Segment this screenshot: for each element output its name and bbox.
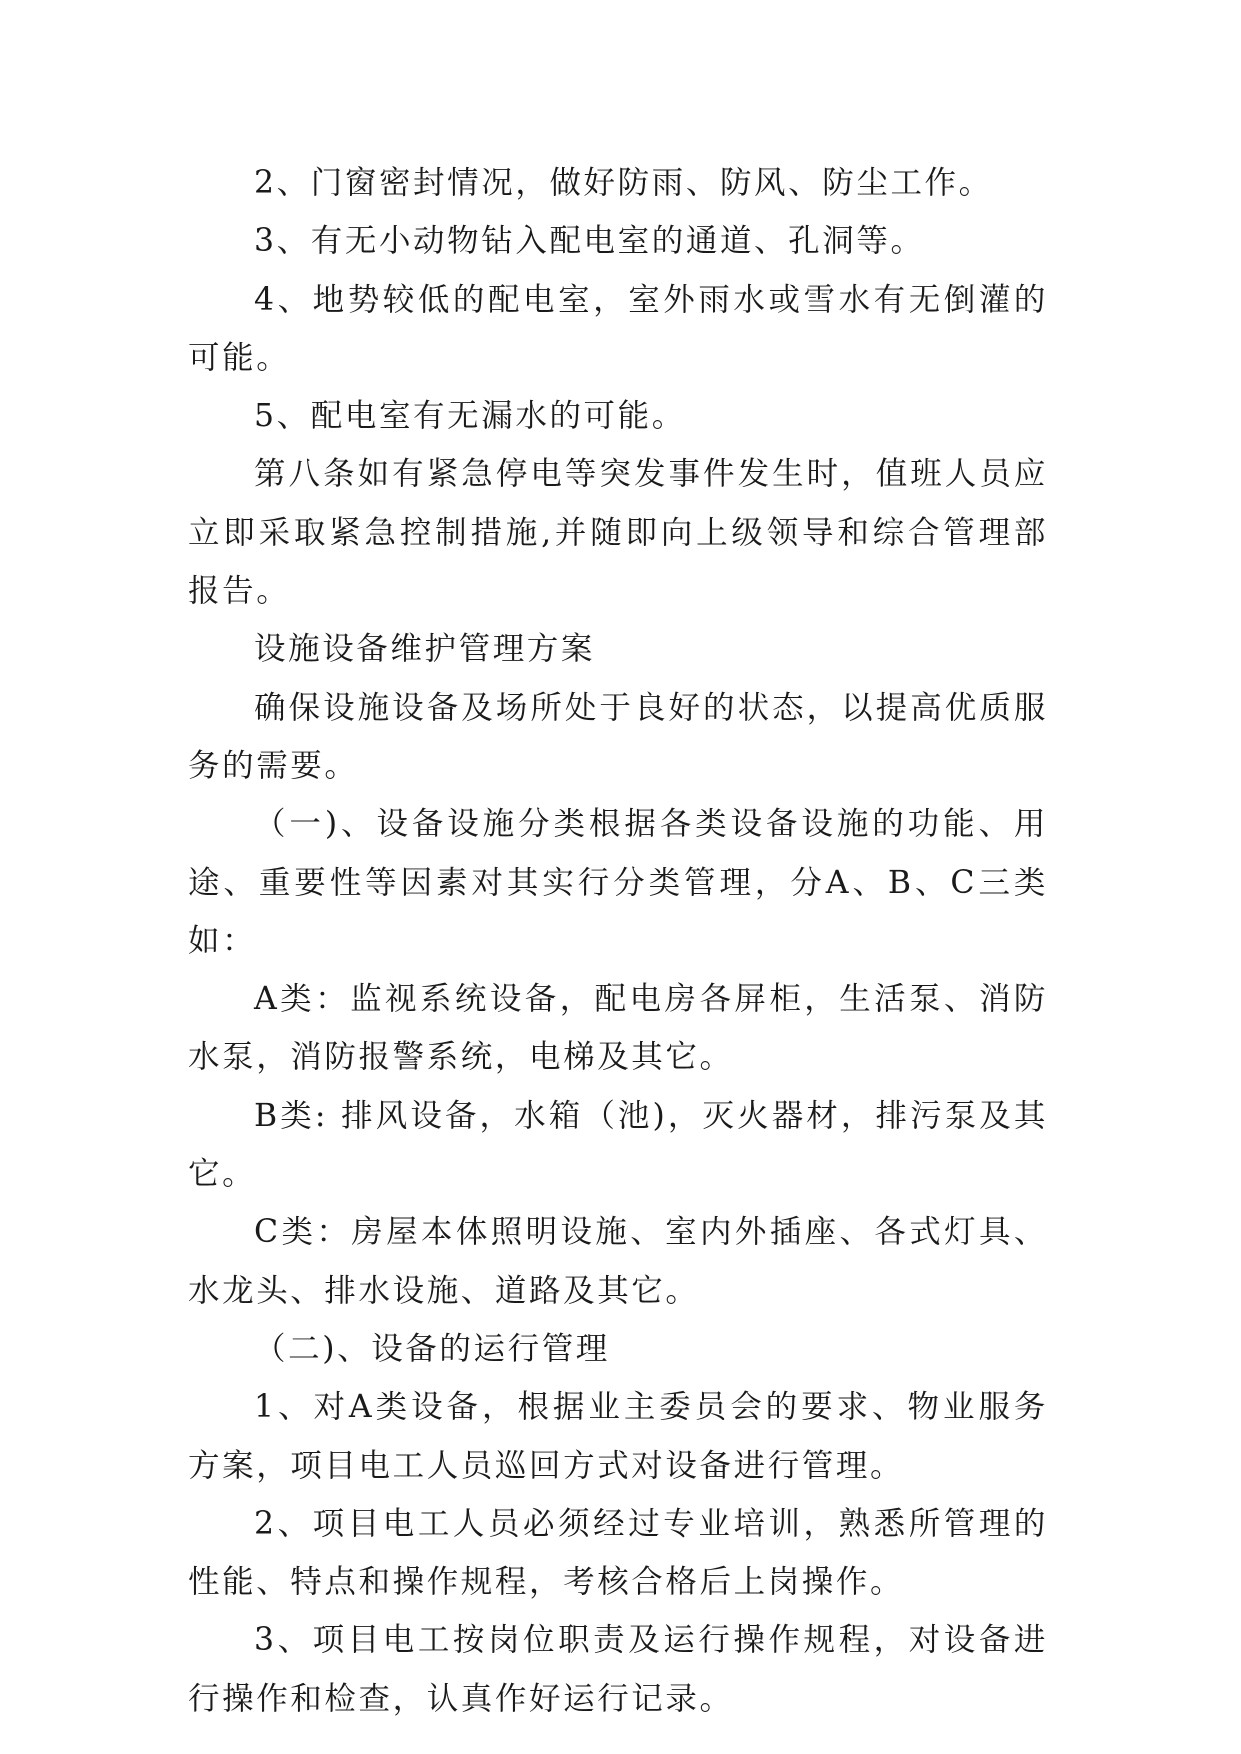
paragraph-class-a: A类：监视系统设备，配电房各屏柜，生活泵、消防水泵，消防报警系统，电梯及其它。 xyxy=(188,981,1048,1076)
paragraph-class-c: C类：房屋本体照明设施、室内外插座、各式灯具、水龙头、排水设施、道路及其它。 xyxy=(188,1214,1048,1309)
paragraph-article-eight: 第八条如有紧急停电等突发事件发生时，值班人员应立即采取紧急控制措施,并随即向上级领导和综合管理部报告。 xyxy=(188,456,1048,610)
paragraph-low-terrain: 4、地势较低的配电室，室外雨水或雪水有无倒灌的可能。 xyxy=(188,281,1048,376)
paragraph-item-2: 2、项目电工人员必须经过专业培训，熟悉所管理的性能、特点和操作规程，考核合格后上岗操作。 xyxy=(188,1505,1048,1601)
paragraph-classification: （一)、设备设施分类根据各类设备设施的功能、用途、重要性等因素对其实行分类管理，分A、B、C三类如： xyxy=(188,806,1048,959)
paragraph-class-b: B类: 排风设备，水箱（池)，灭火器材，排污泵及其它。 xyxy=(188,1097,1048,1193)
paragraph-water-leak: 5、配电室有无漏水的可能。 xyxy=(254,398,686,435)
paragraph-door-window-seal: 2、门窗密封情况，做好防雨、防风、防尘工作。 xyxy=(254,165,993,201)
paragraph-purpose: 确保设施设备及场所处于良好的状态，以提高优质服务的需要。 xyxy=(188,689,1048,784)
subheading-operation-management: （二)、设备的运行管理 xyxy=(254,1330,610,1367)
section-heading-maintenance-plan: 设施设备维护管理方案 xyxy=(254,631,596,668)
paragraph-small-animals: 3、有无小动物钻入配电室的通道、孔洞等。 xyxy=(254,223,925,260)
paragraph-item-3: 3、项目电工按岗位职责及运行操作规程，对设备进行操作和检查，认真作好运行记录。 xyxy=(188,1622,1048,1717)
paragraph-item-1: 1、对A类设备，根据业主委员会的要求、物业服务方案，项目电工人员巡回方式对设备进行管理。 xyxy=(188,1389,1048,1484)
document-body xyxy=(188,154,1048,1728)
